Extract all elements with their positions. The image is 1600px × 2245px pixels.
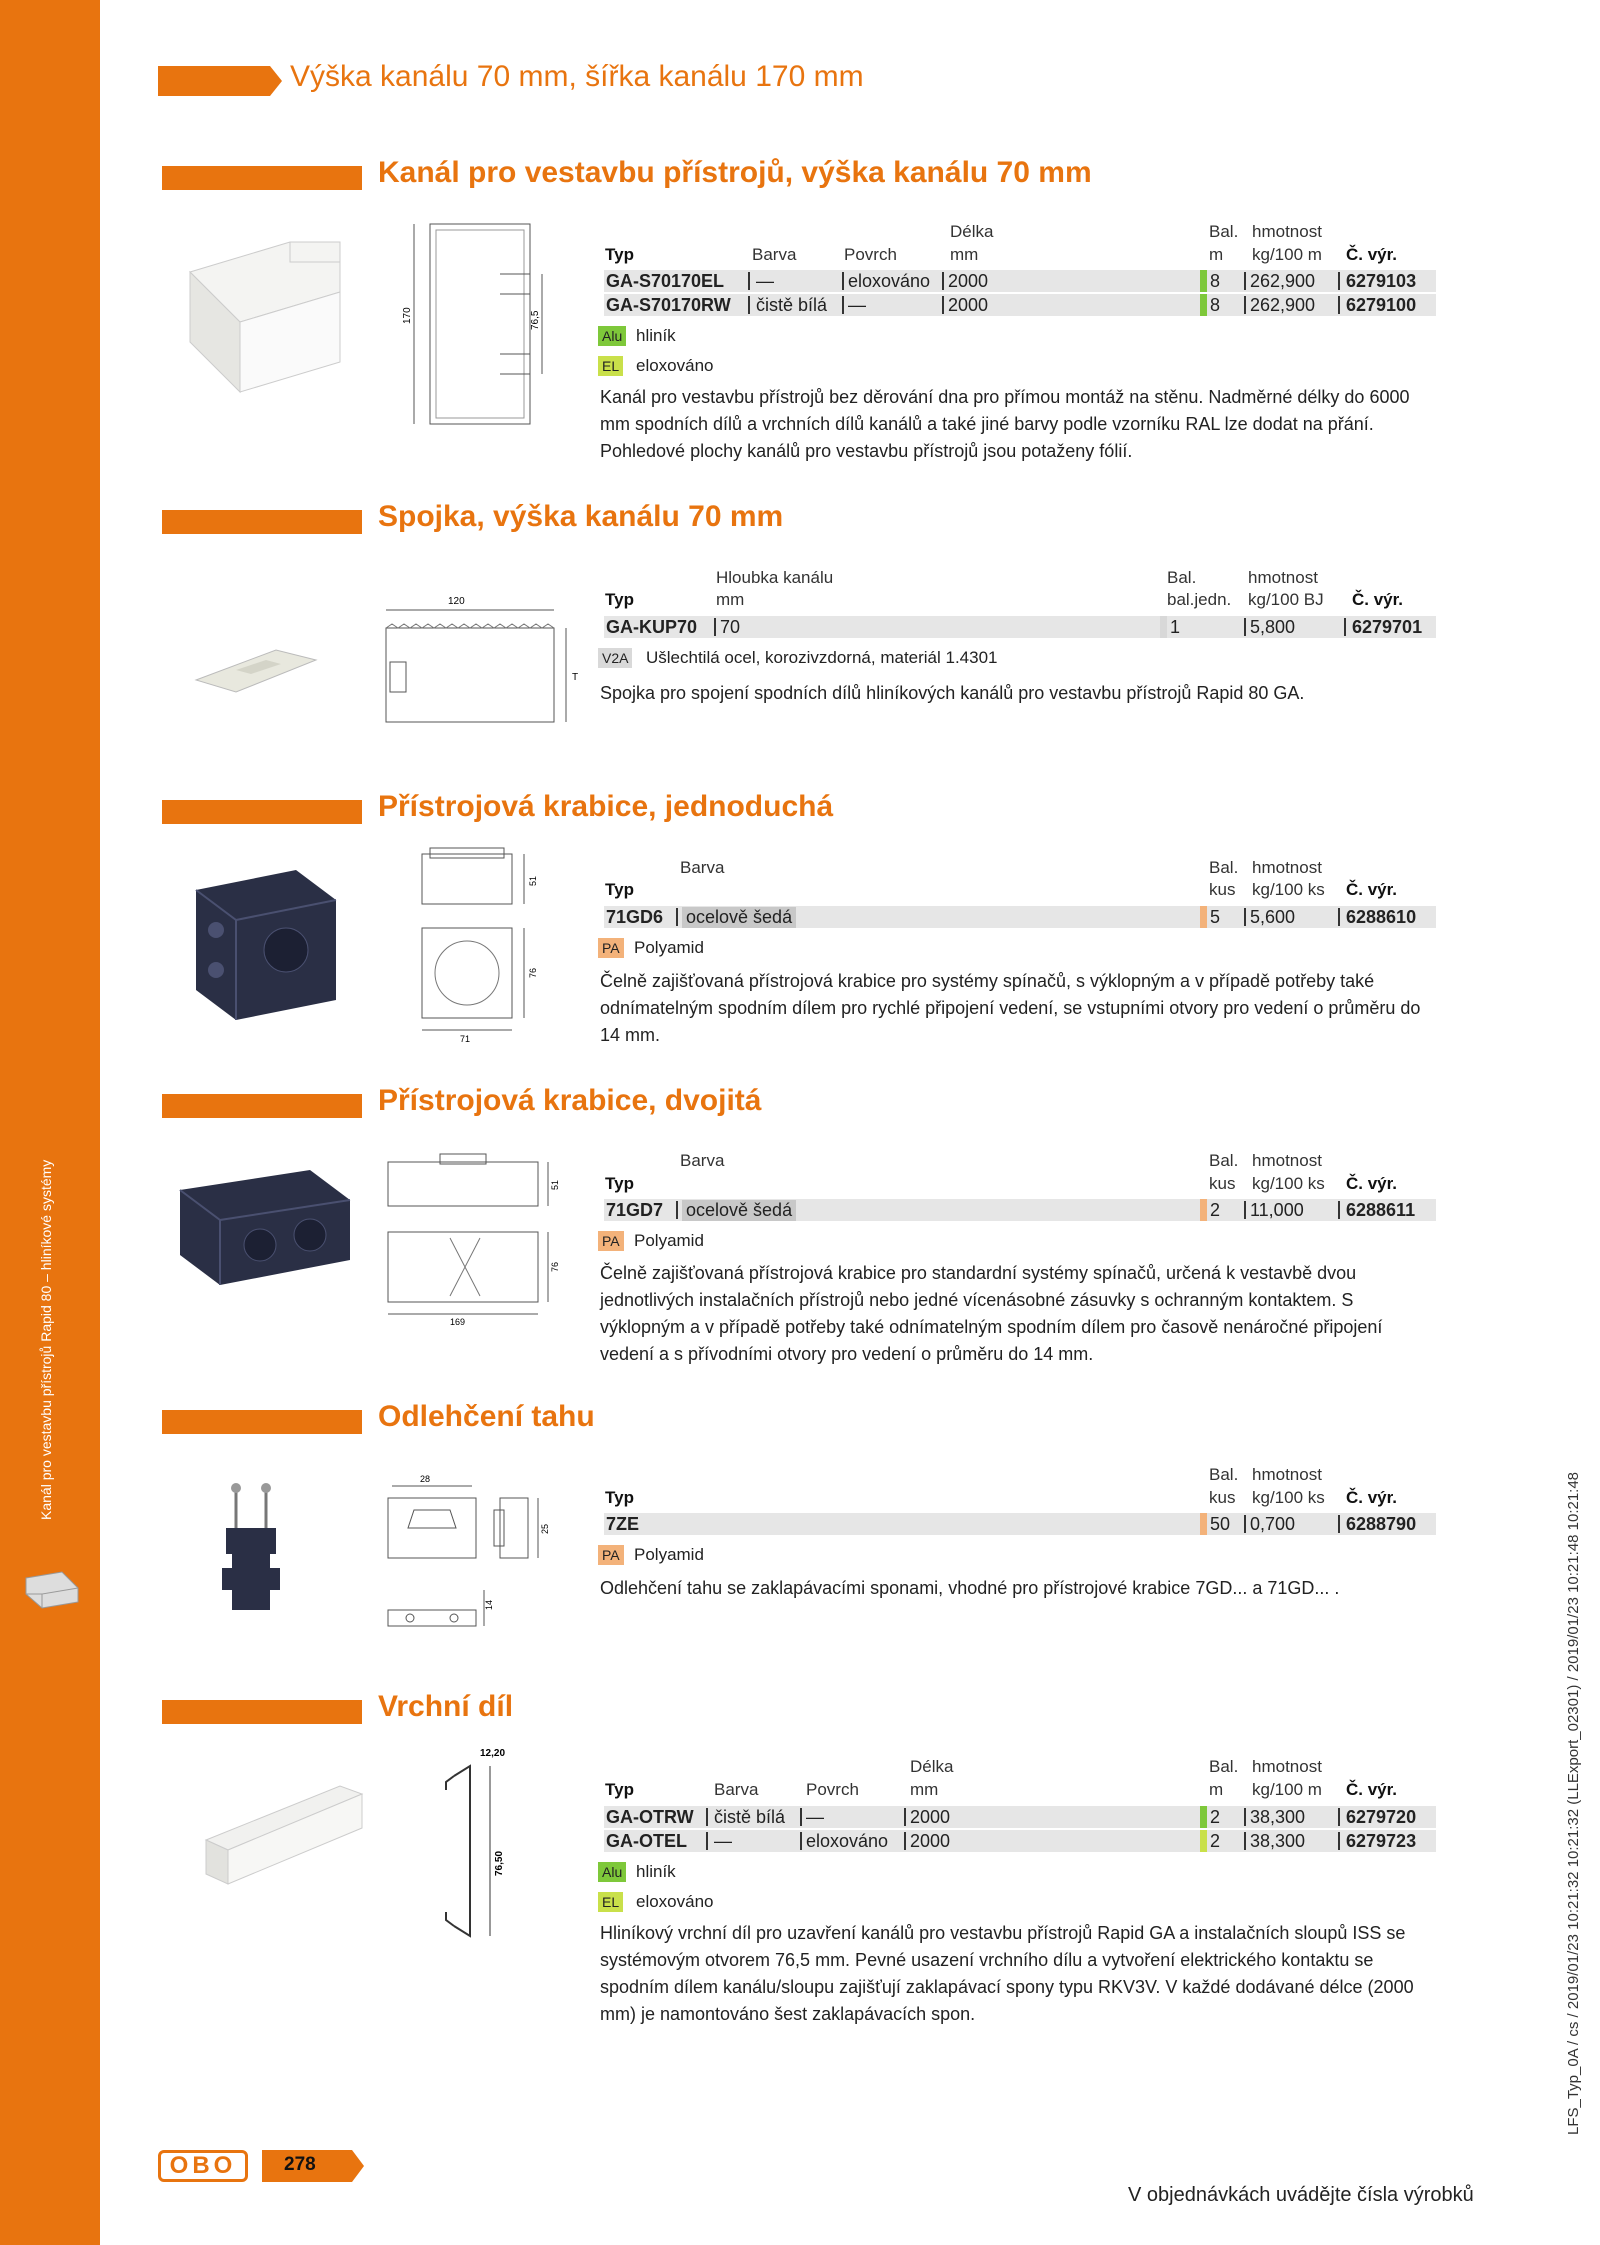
footer-note: V objednávkách uvádějte čísla výrobků bbox=[1128, 2184, 1474, 2206]
col-header: kg/100 ks bbox=[1252, 880, 1325, 899]
col-header: Délka bbox=[950, 222, 994, 241]
dim-label: 76,50 bbox=[494, 1850, 505, 1876]
cover-profile-drawing bbox=[420, 1746, 530, 1946]
col-header: bal.jedn. bbox=[1167, 590, 1232, 609]
orange-sidebar bbox=[0, 0, 100, 2245]
dim-label: 51 bbox=[550, 1179, 560, 1190]
col-header: kus bbox=[1209, 880, 1236, 899]
col-header: kg/100 ks bbox=[1252, 1174, 1325, 1193]
channel-cross-section-drawing bbox=[400, 214, 550, 434]
section-title-kanal: Kanál pro vestavbu přístrojů, výška kanálu 70 mm bbox=[378, 156, 1092, 189]
surface-text: eloxováno bbox=[636, 356, 714, 375]
material-text: hliník bbox=[636, 326, 676, 345]
col-header: Bal. bbox=[1209, 222, 1239, 241]
product-description: Kanál pro vestavbu přístrojů bez děrování dna pro přímou montáž na stěnu. Nadměrné délky do 6000 mm spodních dílů a vrchních dílů kanálů a také jiné barvy podle vzorníku RAL lze dodat na přání. Pohledové plochy kanálů pro vestavbu přístrojů jsou potaženy fólií. bbox=[600, 387, 1410, 461]
product-description: Odlehčení tahu se zaklapávacími sponami, vhodné pro přístrojové krabice 7GD... a 71GD... . bbox=[600, 1578, 1340, 1598]
col-header: kg/100 ks bbox=[1252, 1488, 1325, 1507]
col-header: Bal. bbox=[1209, 858, 1239, 877]
col-header: mm bbox=[950, 245, 979, 264]
material-text: Polyamid bbox=[634, 938, 704, 957]
channel-thumbnail-icon bbox=[22, 1568, 82, 1612]
dim-label: 170 bbox=[402, 307, 413, 324]
table-row: GA-S70170EL — eloxováno 2000 8 262,900 6279103 bbox=[604, 270, 1436, 292]
col-header: hmotnost bbox=[1252, 1151, 1322, 1170]
table-row: 7ZE 50 0,700 6288790 bbox=[604, 1513, 1436, 1535]
single-box-drawing bbox=[412, 846, 542, 1046]
dim-label: 76,5 bbox=[530, 310, 541, 330]
double-box-product-image bbox=[170, 1160, 360, 1300]
table-row: GA-S70170RW čistě bílá — 2000 8 262,900 6279100 bbox=[604, 294, 1436, 316]
col-header: kg/100 BJ bbox=[1248, 590, 1324, 609]
section-title-krabice2: Přístrojová krabice, dvojitá bbox=[378, 1084, 762, 1117]
dim-label: 14 bbox=[484, 1599, 494, 1610]
surface-badge: EL bbox=[598, 356, 623, 376]
col-header: m bbox=[1209, 1780, 1224, 1799]
product-description: Spojka pro spojení spodních dílů hliníkových kanálů pro vestavbu přístrojů Rapid 80 GA. bbox=[600, 683, 1305, 703]
sidebar-vertical-text: Kanál pro vestavbu přístrojů Rapid 80 – hliníkové systémy bbox=[38, 1159, 54, 1520]
page-number: 278 bbox=[284, 2154, 316, 2175]
col-header: Hloubka kanálu bbox=[716, 568, 834, 587]
dim-label: 169 bbox=[450, 1317, 466, 1327]
material-text: Polyamid bbox=[634, 1545, 704, 1564]
material-badge: Alu bbox=[598, 326, 626, 346]
dim-label: 71 bbox=[460, 1034, 471, 1044]
table-row: GA-KUP70 70 1 5,800 6279701 bbox=[604, 616, 1436, 638]
col-header: kg/100 m bbox=[1252, 245, 1322, 264]
col-header: kus bbox=[1209, 1488, 1236, 1507]
material-text: Ušlechtilá ocel, korozivzdorná, materiál 1.4301 bbox=[646, 648, 998, 667]
material-badge: Alu bbox=[598, 1862, 626, 1882]
col-header: hmotnost bbox=[1252, 858, 1322, 877]
product-description: Čelně zajišťovaná přístrojová krabice pro systémy spínačů, s výklopným a v případě potřeby také odnímatelným spodním dílem pro rychlé připojení vedení, se vstupními otvory pro vedení o průměru do 14 mm. bbox=[600, 971, 1421, 1045]
col-header: Barva bbox=[752, 245, 797, 264]
dim-label: 51 bbox=[528, 875, 538, 886]
section-bar bbox=[162, 510, 362, 534]
col-header: hmotnost bbox=[1252, 222, 1322, 241]
material-text: Polyamid bbox=[634, 1231, 704, 1250]
channel-product-image bbox=[180, 232, 350, 402]
product-description: Hliníkový vrchní díl pro uzavření kanálů pro vestavbu přístrojů Rapid GA a instalačních sloupů ISS se systémovým otvorem 76,5 mm. Pevné usazení vrchního dílu a vytvoření elektrického kontaktu se spodním dílem kanálu/sloupu zajišťují zaklapávací spony typu RKV3V. V každé dodávané délce (2000 mm) je namontováno šest zaklapávacích spon. bbox=[600, 1923, 1414, 2024]
section-title-odlehceni: Odlehčení tahu bbox=[378, 1400, 595, 1433]
col-header: Délka bbox=[910, 1757, 954, 1776]
col-header: Typ bbox=[605, 590, 634, 609]
header-arrow bbox=[270, 66, 282, 96]
col-header: Typ bbox=[605, 1488, 634, 1507]
col-header: Bal. bbox=[1209, 1465, 1239, 1484]
double-box-drawing bbox=[380, 1148, 560, 1328]
col-header: Č. výr. bbox=[1352, 590, 1404, 609]
section-bar bbox=[162, 1700, 362, 1724]
col-header: hmotnost bbox=[1252, 1465, 1322, 1484]
dim-label: 12,20 bbox=[480, 1748, 506, 1759]
material-badge: PA bbox=[598, 938, 624, 958]
table-row: 71GD7 ocelově šedá 2 11,000 6288611 bbox=[604, 1199, 1436, 1221]
col-header: mm bbox=[910, 1780, 939, 1799]
section-title-krabice1: Přístrojová krabice, jednoduchá bbox=[378, 790, 834, 823]
dim-label: 76 bbox=[528, 967, 538, 978]
material-badge: V2A bbox=[598, 648, 632, 668]
col-header: m bbox=[1209, 245, 1224, 264]
col-header: Typ bbox=[605, 880, 634, 899]
strain-relief-drawing bbox=[380, 1470, 580, 1650]
cover-product-image bbox=[200, 1780, 370, 1890]
col-header: kus bbox=[1209, 1174, 1236, 1193]
col-header: Typ bbox=[605, 1174, 634, 1193]
col-header: Bal. bbox=[1209, 1151, 1239, 1170]
page-number-arrow bbox=[352, 2150, 364, 2182]
coupler-drawing bbox=[380, 590, 580, 730]
section-bar bbox=[162, 166, 362, 190]
section-title-vrchni: Vrchní díl bbox=[378, 1690, 514, 1723]
page-header-title: Výška kanálu 70 mm, šířka kanálu 170 mm bbox=[290, 60, 864, 93]
dim-label: 25 bbox=[540, 1523, 550, 1534]
table-row: GA-OTEL — eloxováno 2000 2 38,300 6279723 bbox=[604, 1830, 1436, 1852]
col-header: Bal. bbox=[1209, 1757, 1239, 1776]
col-header: Typ bbox=[605, 245, 634, 264]
col-header: Barva bbox=[714, 1780, 759, 1799]
strain-relief-product-image bbox=[214, 1480, 294, 1620]
col-header: Barva bbox=[680, 858, 725, 877]
dim-label: T bbox=[572, 672, 579, 683]
col-header: hmotnost bbox=[1252, 1757, 1322, 1776]
obo-logo: OBO bbox=[158, 2150, 248, 2182]
coupler-product-image bbox=[186, 640, 326, 700]
section-bar bbox=[162, 800, 362, 824]
col-header: kg/100 m bbox=[1252, 1780, 1322, 1799]
col-header: Bal. bbox=[1167, 568, 1197, 587]
col-header: Č. výr. bbox=[1346, 880, 1398, 899]
table-row: GA-OTRW čistě bílá — 2000 2 38,300 6279720 bbox=[604, 1806, 1436, 1828]
material-badge: PA bbox=[598, 1231, 624, 1251]
col-header: Barva bbox=[680, 1151, 725, 1170]
col-header: Č. výr. bbox=[1346, 1174, 1398, 1193]
dim-label: 76 bbox=[550, 1261, 560, 1272]
col-header: Povrch bbox=[844, 245, 897, 264]
table-row: 71GD6 ocelově šedá 5 5,600 6288610 bbox=[604, 906, 1436, 928]
surface-badge: EL bbox=[598, 1892, 623, 1912]
product-description: Čelně zajišťovaná přístrojová krabice pro standardní systémy spínačů, určená k vestavbě dvou jednotlivých instalačních přístrojů nebo jedné vícenásobné zásuvky s ochranným kontaktem. S výklopným a v případě potřeby také odnímatelným spodním dílem pro časově nenáročné připojení vedení a s přívodními otvory pro vedení o průměru do 14 mm. bbox=[600, 1263, 1383, 1364]
section-bar bbox=[162, 1094, 362, 1118]
col-header: mm bbox=[716, 590, 745, 609]
material-badge: PA bbox=[598, 1545, 624, 1565]
dim-label: 120 bbox=[448, 596, 465, 607]
single-box-product-image bbox=[176, 850, 356, 1030]
header-bar bbox=[158, 66, 270, 96]
col-header: Povrch bbox=[806, 1780, 859, 1799]
section-title-spojka: Spojka, výška kanálu 70 mm bbox=[378, 500, 784, 533]
col-header: Č. výr. bbox=[1346, 1780, 1398, 1799]
section-bar bbox=[162, 1410, 362, 1434]
dim-label: 28 bbox=[420, 1474, 431, 1484]
col-header: Č. výr. bbox=[1346, 245, 1398, 264]
surface-text: eloxováno bbox=[636, 1892, 714, 1911]
col-header: Typ bbox=[605, 1780, 634, 1799]
material-text: hliník bbox=[636, 1862, 676, 1881]
print-metadata-text: LFS_Typ_0A / cs / 2019/01/23 10:21:32 10:21:32 (LLExport_02301) / 2019/01/23 10:21:48 10:21:48 bbox=[1565, 1471, 1582, 2135]
col-header: Č. výr. bbox=[1346, 1488, 1398, 1507]
col-header: hmotnost bbox=[1248, 568, 1318, 587]
